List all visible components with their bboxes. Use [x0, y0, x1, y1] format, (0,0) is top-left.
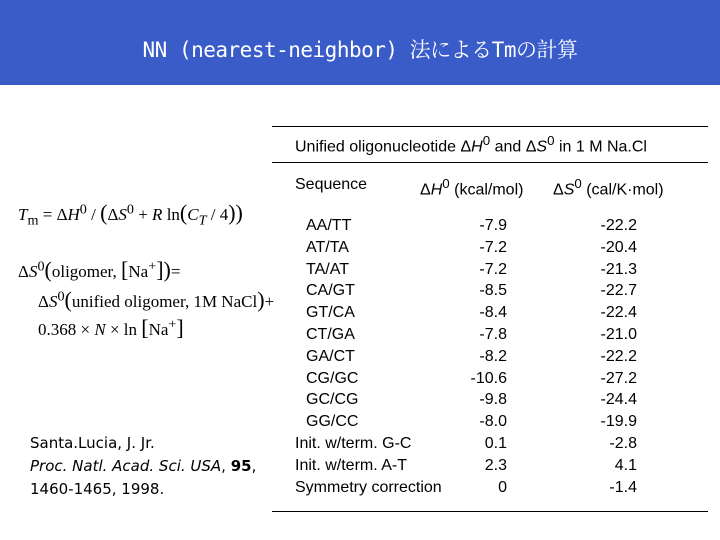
cell-ds: -22.2 — [600, 217, 637, 234]
cell-sequence: GT/CA — [306, 304, 355, 322]
header-ds: $\Delta S^0$ (cal/K·mol) — [553, 176, 664, 199]
cell-sequence: Symmetry correction — [295, 478, 442, 496]
cell-ds: -21.3 — [600, 260, 637, 278]
cell-sequence: GG/CC — [306, 413, 359, 431]
cell-sequence: TA/AT — [306, 260, 349, 278]
cell-ds: -1.4 — [609, 478, 637, 496]
header-sequence: Sequence — [295, 176, 368, 193]
table-header-rule — [272, 162, 708, 163]
cell-dh: -8.5 — [479, 282, 507, 300]
cell-ds: -27.2 — [600, 369, 637, 387]
cell-dh: -8.0 — [479, 413, 507, 431]
cell-ds: 4.1 — [614, 456, 637, 474]
cell-sequence: CG/GC — [306, 369, 359, 387]
cell-dh: -9.8 — [479, 391, 507, 409]
table-caption: Unified oligonucleotide $\Delta H^0$ and $\Delta S^0$ in 1 M Na.Cl — [295, 133, 647, 156]
ds-formula-line1: $\Delta S^0(oligomer$, [Na+])= — [18, 257, 181, 282]
cell-ds: -2.8 — [609, 435, 637, 452]
table-top-rule — [272, 126, 708, 127]
header-dh: $\Delta H^0$ (kcal/mol) — [420, 176, 524, 199]
table-row — [0, 261, 720, 282]
cell-dh: -8.4 — [479, 304, 507, 322]
cell-sequence: AA/TT — [306, 217, 352, 234]
cell-dh: -7.2 — [479, 260, 507, 278]
citation-journal: Proc. Natl. Acad. Sci. USA — [30, 457, 222, 475]
table-row — [0, 391, 720, 412]
cell-ds: -22.7 — [600, 282, 637, 300]
cell-sequence: AT/TA — [306, 238, 349, 256]
table-row — [0, 413, 720, 434]
cell-sequence: GC/CG — [306, 391, 359, 409]
cell-sequence: CA/GT — [306, 282, 355, 300]
citation-volume: 95 — [230, 457, 252, 475]
cell-dh: -8.2 — [479, 347, 507, 365]
cell-dh: 0 — [498, 478, 507, 496]
table-row — [0, 282, 720, 303]
tm-formula: $T_m = \Delta H^0 / (\Delta S^0 + R$ $\ln(C_T / 4)$) — [18, 200, 243, 229]
slide-title: NN (nearest-neighbor) 法によるTmの計算 — [142, 38, 578, 62]
table-row — [0, 348, 720, 369]
cell-sequence: Init. w/term. A-T — [295, 456, 408, 474]
table-row — [0, 239, 720, 260]
cell-sequence: GA/CT — [306, 347, 355, 365]
cell-dh: -10.6 — [470, 369, 507, 387]
cell-dh: 2.3 — [484, 456, 507, 474]
table-row — [0, 304, 720, 325]
table-row — [0, 326, 720, 347]
citation-authors: Santa.Lucia, J. Jr. — [30, 434, 155, 452]
cell-dh: -7.9 — [479, 217, 507, 234]
citation-pages: 1460-1465, 1998. — [30, 480, 165, 498]
cell-ds: -21.0 — [600, 326, 637, 343]
cell-ds: -24.4 — [600, 391, 637, 409]
cell-dh: -7.2 — [479, 238, 507, 256]
cell-sequence: CT/GA — [306, 326, 355, 343]
citation-journal-line: Proc. Natl. Acad. Sci. USA, 95, — [30, 457, 257, 475]
cell-dh: 0.1 — [484, 435, 507, 452]
cell-ds: -22.2 — [600, 347, 637, 365]
table-row — [0, 217, 720, 238]
table-row — [0, 370, 720, 391]
cell-ds: -20.4 — [600, 238, 637, 256]
cell-ds: -22.4 — [600, 304, 637, 322]
cell-ds: -19.9 — [600, 413, 637, 431]
ds-formula-line2: $\Delta S^0(unified$ oligomer, 1M NaCl)+ — [38, 287, 275, 312]
cell-dh: -7.8 — [479, 326, 507, 343]
table-bottom-rule — [272, 511, 708, 512]
cell-sequence: Init. w/term. G-C — [295, 435, 412, 452]
ds-formula-line3: 0.368 × N × ln [Na+] — [38, 315, 184, 340]
